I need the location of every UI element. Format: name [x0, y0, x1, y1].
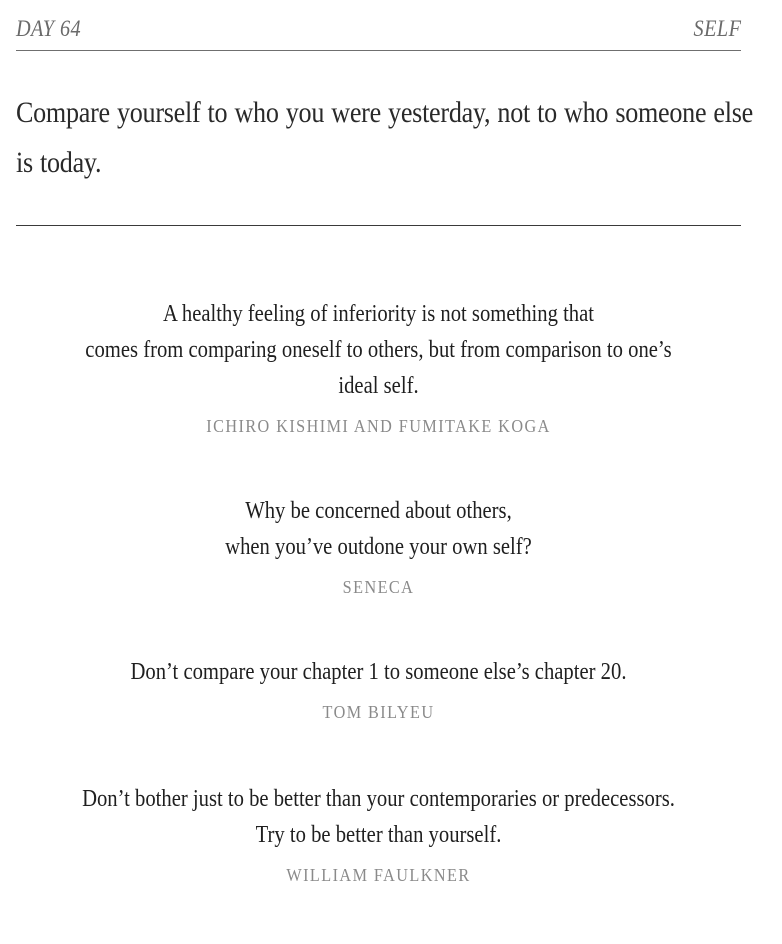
intro-text [16, 88, 753, 188]
quote-line: comes from comparing oneself to others, but from comparison to one’s [85, 337, 672, 363]
quote-author: SENECA [342, 577, 415, 597]
quote-line: A healthy feeling of inferiority is not something that [162, 301, 595, 327]
quote-faulkner [16, 781, 741, 886]
quote-bilyeu [16, 654, 741, 723]
quote-line: Try to be better than yourself. [255, 822, 502, 848]
quote-text [16, 296, 741, 404]
quote-kishimi-koga [16, 296, 741, 437]
quote-seneca [16, 493, 741, 598]
quote-line: when you’ve outdone your own self? [225, 534, 532, 560]
page-header [16, 14, 741, 51]
intro-line: is today. [16, 146, 102, 179]
section-divider [16, 225, 741, 226]
intro-line: Compare yourself to who you were yesterday, not to who someone else [16, 96, 753, 129]
quote-line: ideal self. [338, 373, 419, 399]
page [16, 0, 753, 944]
quote-text [16, 781, 741, 853]
quote-author: ICHIRO KISHIMI AND FUMITAKE KOGA [206, 416, 551, 436]
quote-author: TOM BILYEU [322, 702, 435, 722]
quote-line: Don’t compare your chapter 1 to someone else’s chapter 20. [130, 659, 627, 685]
quote-line: Why be concerned about others, [245, 498, 512, 524]
day-label: DAY 64 [16, 16, 82, 41]
theme-label: SELF [693, 16, 741, 41]
quote-author: WILLIAM FAULKNER [286, 865, 471, 885]
quote-line: Don’t bother just to be better than your contemporaries or predecessors. [82, 786, 675, 812]
quote-text [16, 654, 741, 690]
quote-text [16, 493, 741, 565]
